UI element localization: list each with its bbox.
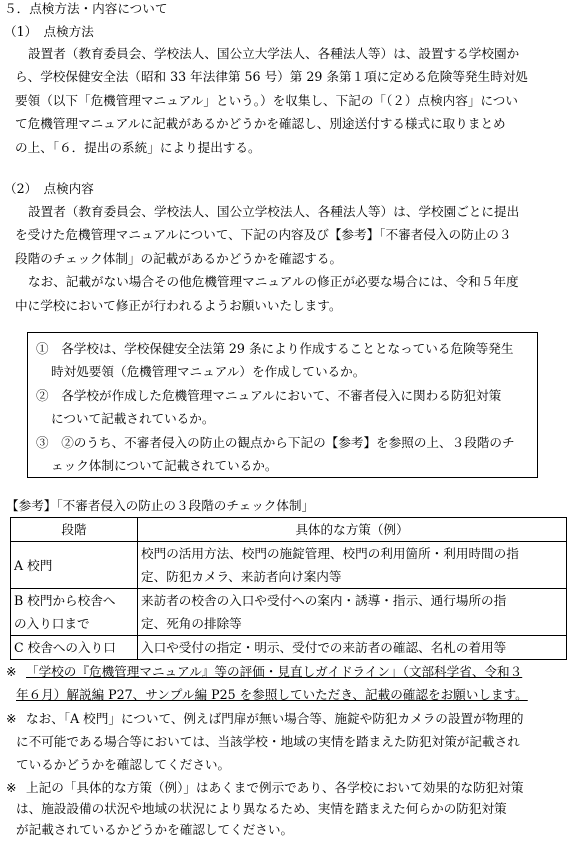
- reference-title: 【参考】「不審者侵入の防止の３段階のチェック体制」: [6, 498, 315, 513]
- checklist-item-2: ② 各学校が作成した危機管理マニュアルにおいて、不審者侵入に関わる防犯対策: [36, 388, 502, 403]
- body-line: 設置者（教育委員会、学校法人、国公立大学法人、各種法人等）は、設置する学校園か: [28, 46, 520, 61]
- table-row: [11, 542, 567, 589]
- note-line: に不可能である場合等においては、当該学校・地域の実情を踏まえた防犯対策が記載され: [16, 734, 520, 749]
- body-line: 設置者（教育委員会、学校法人、国公立学校法人、各種法人等）は、学校園ごとに提出: [28, 204, 520, 219]
- note-mark: ※: [6, 780, 17, 795]
- table-row: [11, 589, 567, 636]
- header-stage: 段階: [11, 518, 138, 542]
- table-row: [11, 636, 567, 660]
- note-line: 上記の「具体的な方策（例）」はあくまで例示であり、各学校において効果的な防犯対策: [26, 780, 524, 795]
- measures-cell: [138, 636, 567, 660]
- note-line: 年６月）解説編 P27、サンプル編 P25 を参照していただき、記載の確認をお願いします。: [16, 687, 528, 702]
- stage-text: C 校舎への入り口: [14, 640, 116, 655]
- stage-text: B 校門から校舎へ: [14, 593, 116, 608]
- subsection-2-title: （2） 点検内容: [4, 181, 94, 196]
- stage-cell: [11, 542, 138, 589]
- body-line: ら、学校保健安全法（昭和 33 年法律第 56 号）第 29 条第１項に定める危険等発生時対処: [15, 69, 528, 85]
- note-mark: ※: [6, 711, 17, 726]
- checklist-item-3: ③ ②のうち、不審者侵入の防止の観点から下記の【参考】を参照の上、３段階のチ: [36, 435, 515, 450]
- checklist-item-1: ① 各学校は、学校保健安全法第 29 条により作成することとなっている危険等発生: [36, 341, 514, 356]
- body-line: て危機管理マニュアルに記載があるかどうかを確認し、別途送付する様式に取りまとめ: [15, 116, 506, 132]
- measures-text: 来訪者の校舎の入口や受付への案内・誘導・指示、通行場所の指: [141, 593, 507, 608]
- stage-text: の入り口まで: [14, 616, 90, 631]
- subsection-1-body: [15, 42, 528, 159]
- note-line: 「学校の『危機管理マニュアル』等の評価・見直しガイドライン」（文部科学省、令和３: [26, 664, 523, 679]
- note-mark: ※: [6, 664, 17, 679]
- body-line: 要領（以下「危機管理マニュアル」という。）を収集し、下記の「（２）点検内容」につい: [15, 92, 518, 108]
- subsection-1-title: （1） 点検方法: [4, 24, 94, 39]
- body-line: なお、記載がない場合その他危機管理マニュアルの修正が必要な場合には、令和５年度: [28, 274, 519, 290]
- note-line: ているかどうかを確認してください。: [16, 757, 231, 772]
- measures-text: 校門の活用方法、校門の施錠管理、校門の利用箇所・利用時間の指: [141, 546, 519, 561]
- note-line: なお、「A 校門」について、例えば門扉が無い場合等、施錠や防犯カメラの設置が物理的: [26, 711, 524, 726]
- body-line: 段階のチェック体制」の記載があるかどうかを確認する。: [15, 250, 343, 266]
- checklist-item-3-cont: ェック体制について記載されているか。: [51, 458, 278, 473]
- note-line: が記載されているかどうかを確認してください。: [16, 822, 294, 837]
- note-line: は、施設設備の状況や地域の状況により異なるため、実情を踏まえた何らかの防犯対策: [16, 801, 507, 816]
- reference-table: [10, 517, 567, 660]
- header-measures: 具体的な方策（例）: [138, 518, 567, 542]
- stage-cell: [11, 636, 138, 660]
- checklist-box: [27, 332, 538, 478]
- measures-cell: [138, 542, 567, 589]
- stage-cell: [11, 589, 138, 636]
- table-header-row: [11, 518, 567, 542]
- checklist-item-2-cont: について記載されているか。: [51, 411, 215, 426]
- measures-cell: [138, 589, 567, 636]
- body-line: 中に学校において修正が行われるようお願いいたします。: [15, 297, 342, 313]
- measures-text: 定、防犯カメラ、来訪者向け案内等: [141, 569, 342, 584]
- stage-text: A 校門: [14, 557, 53, 573]
- body-line: の上、「６．提出の系統」により提出する。: [15, 139, 261, 155]
- subsection-2-body: [15, 200, 519, 317]
- body-line: を受けた危機管理マニュアルについて、下記の内容及び【参考】「不審者侵入の防止の３: [15, 227, 512, 243]
- measures-text: 定、死角の排除等: [141, 616, 242, 631]
- measures-text: 入口や受付の指定・明示、受付での来訪者の確認、名札の着用等: [141, 640, 507, 655]
- checklist-item-1-cont: 時対処要領（危機管理マニュアル）を作成しているか。: [51, 364, 366, 379]
- section-heading: ５．点検方法・内容について: [4, 1, 168, 16]
